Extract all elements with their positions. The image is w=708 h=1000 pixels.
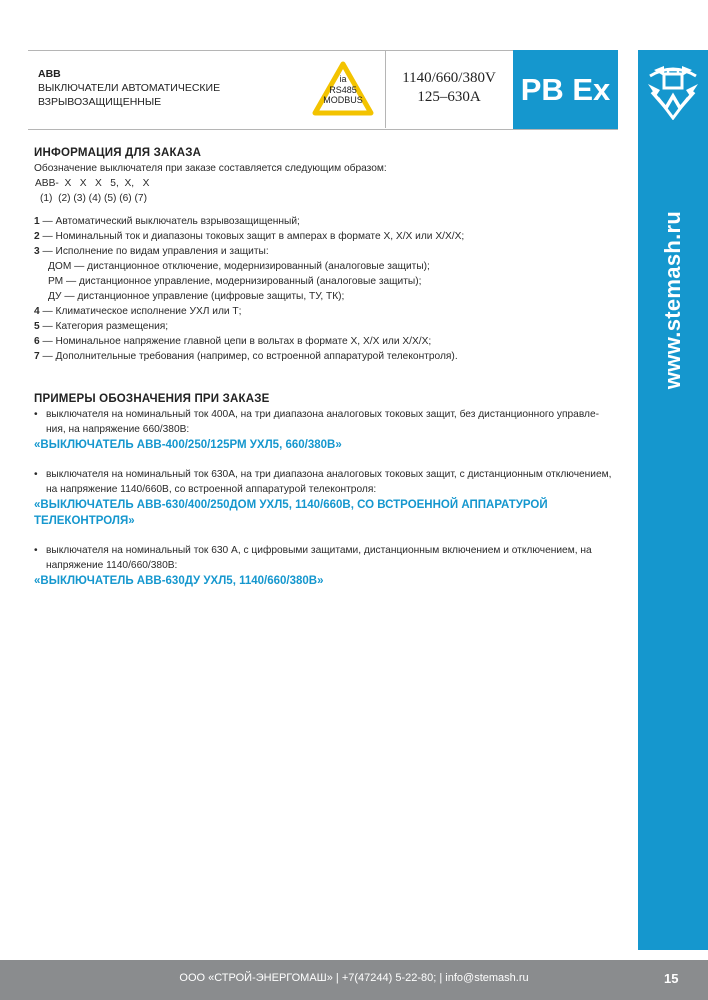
example-desc-cont: напряжение 1140/660/380В: [46,560,178,571]
page-number: 15 [664,971,679,986]
example-code: «ВЫКЛЮЧАТЕЛЬ АВВ-400/250/125РМ УХЛ5, 660/380В» [34,439,342,451]
side-strip [638,50,708,950]
examples-heading: ПРИМЕРЫ ОБОЗНАЧЕНИЯ ПРИ ЗАКАЗЕ [34,393,270,405]
list-item: 2 — Номинальный ток и диапазоны токовых защит в амперах в формате X, X/X или X/X/X; [34,231,465,242]
example-desc-cont: на напряжение 1140/660В, со встроенной аппаратурой телеконтроля: [46,484,377,495]
website-vertical[interactable]: www.stemash.ru [660,210,685,390]
example-code: «ВЫКЛЮЧАТЕЛЬ АВВ-630/400/250ДОМ УХЛ5, 1140/660В, СО ВСТРОЕННОЙ АППАРАТУРОЙ [34,499,548,511]
sub-list-item: РМ — дистанционное управление, модернизированный (аналоговые защиты); [48,276,422,287]
example-item [34,543,624,589]
example-desc: • выключателя на номинальный ток 400А, на три диапазона аналоговых токовых защит, без дистанционного управле- [34,407,624,422]
code-template: АВВ- X X X 5, X, X [35,178,150,189]
rating-block [390,69,508,107]
brand-name: ABB [38,68,61,80]
voltage-rating: 1140/660/380V [402,70,496,86]
ex-badge [311,60,375,118]
product-subtitle-line1: ВЫКЛЮЧАТЕЛИ АВТОМАТИЧЕСКИЕ [38,82,221,94]
example-code-cont: ТЕЛЕКОНТРОЛЯ» [34,515,135,527]
list-item: 1 — Автоматический выключатель взрывозащищенный; [34,216,300,227]
sub-list-item: ДОМ — дистанционное отключение, модернизированный (аналоговые защиты); [48,261,430,272]
example-desc: • выключателя на номинальный ток 630А, на три диапазона аналоговых токовых защит, с дистанционным отключением, [34,467,624,482]
series-label: PB Ex [513,50,618,129]
product-subtitle-line2: ВЗРЫВОЗАЩИЩЕННЫЕ [38,96,162,108]
current-rating: 125–630A [417,89,481,105]
header-title-block [38,67,220,109]
badge-line-ia: ia [339,74,347,84]
example-desc: • выключателя на номинальный ток 630 А, с цифровыми защитами, дистанционным включением и отключением, на [34,543,624,558]
order-info-heading: ИНФОРМАЦИЯ ДЛЯ ЗАКАЗА [34,147,202,159]
header-divider [385,51,386,128]
example-code: «ВЫКЛЮЧАТЕЛЬ АВВ-630ДУ УХЛ5, 1140/660/380В» [34,575,324,587]
badge-text [311,74,375,106]
list-item: 3 — Исполнение по видам управления и защиты: [34,246,269,257]
list-item: 5 — Категория размещения; [34,321,169,332]
list-item: 6 — Номинальное напряжение главной цепи в вольтах в формате X, X/X или X/X/X; [34,336,432,347]
header-band [28,50,618,130]
order-info-intro: Обозначение выключателя при заказе составляется следующим образом: [34,163,387,174]
sub-list-item: ДУ — дистанционное управление (цифровые защиты, ТУ, ТК); [48,291,345,302]
main-content [34,146,624,589]
badge-line-rs485: RS485 [329,84,357,95]
example-item [34,467,624,529]
footer [0,960,708,1000]
example-item [34,407,624,453]
stemash-logo-icon [646,62,700,120]
code-numbers: (1) (2) (3) (4) (5) (6) (7) [40,193,147,204]
example-desc-cont: ния, на напряжение 660/380В: [46,424,190,435]
list-item: 7 — Дополнительные требования (например, со встроенной аппаратурой телеконтроля). [34,351,458,362]
list-item: 4 — Климатическое исполнение УХЛ или Т; [34,306,242,317]
footer-contacts: ООО «СТРОЙ-ЭНЕРГОМАШ» | +7(47244) 5-22-80; | info@stemash.ru [179,972,529,984]
badge-line-modbus: MODBUS [323,95,363,105]
